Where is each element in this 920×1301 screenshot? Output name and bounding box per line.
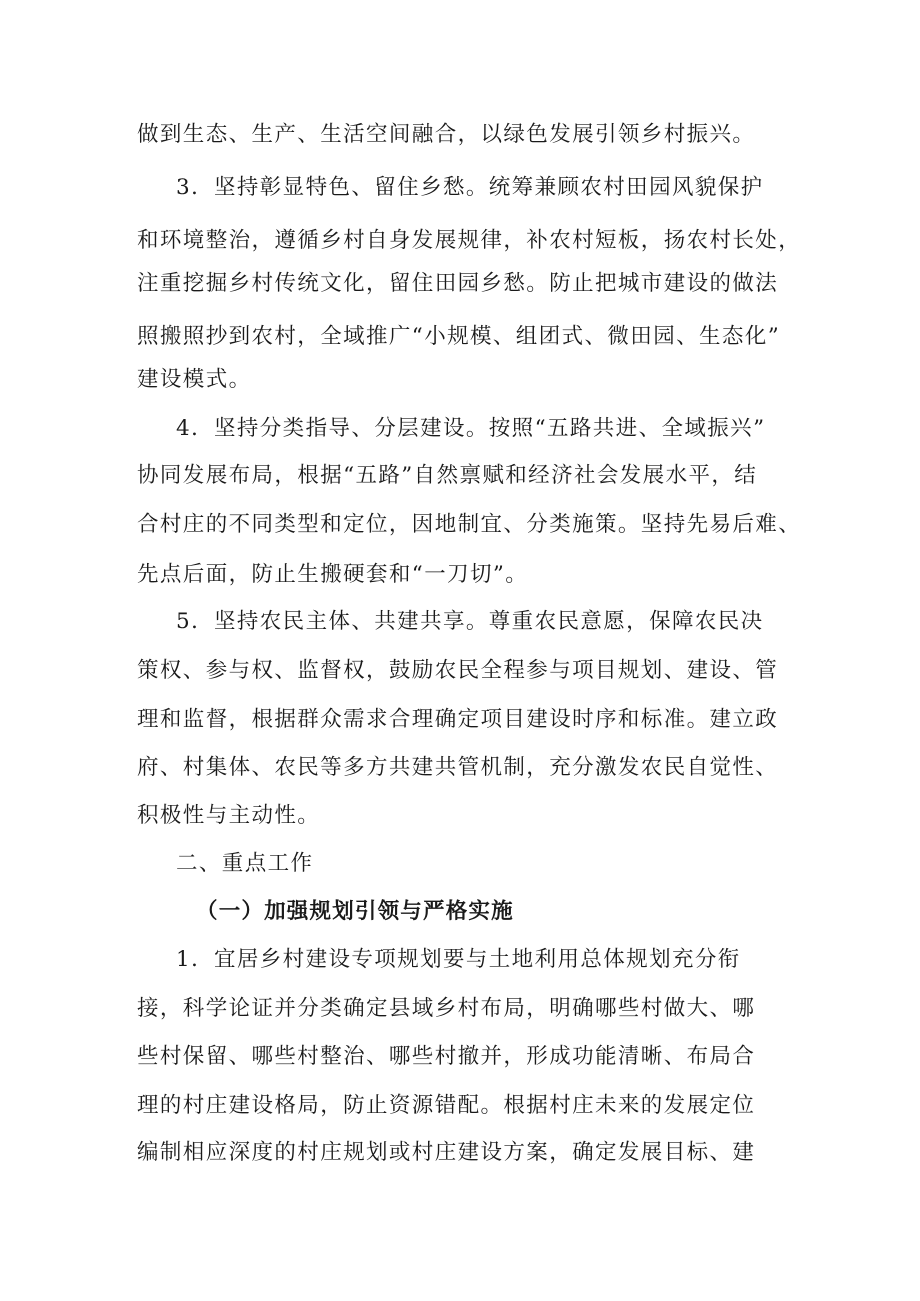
principle-5-line: 理和监督，根据群众需求合理确定项目建设时序和标准。建立政: [137, 707, 779, 732]
work-1-line: 接，科学论证并分类确定县域乡村布局，明确哪些村做大、哪: [137, 996, 756, 1021]
subsection-heading: （一）加强规划引领与严格实施: [196, 899, 514, 924]
paragraph-line: 做到生态、生产、生活空间融合，以绿色发展引领乡村振兴。: [137, 122, 756, 147]
principle-3-line: 和环境整治，遵循乡村自身发展规律，补农村短板，扬农村长处，: [137, 228, 802, 253]
principle-5-line: 府、村集体、农民等多方共建共管机制，充分激发农民自觉性、: [137, 755, 779, 780]
principle-4-line: 合村庄的不同类型和定位，因地制宜、分类施策。坚持先易后难、: [137, 512, 802, 537]
principle-3-line: 照搬照抄到农村，全域推广“小规模、组团式、微田园、生态化”: [137, 324, 781, 349]
principle-3-line: 注重挖掘乡村传统文化，留住田园乡愁。防止把城市建设的做法: [137, 271, 779, 296]
principle-5-line: 策权、参与权、监督权，鼓励农民全程参与项目规划、建设、管: [137, 658, 779, 683]
principle-3-line: 3．坚持彰显特色、留住乡愁。统筹兼顾农村田园风貌保护: [176, 175, 764, 200]
principle-5-line: 5．坚持农民主体、共建共享。尊重农民意愿，保障农民决: [176, 609, 764, 634]
work-1-line: 编制相应深度的村庄规划或村庄建设方案，确定发展目标、建: [137, 1140, 756, 1165]
principle-4-line: 4．坚持分类指导、分层建设。按照“五路共进、全域振兴”: [176, 416, 766, 441]
work-1-line: 些村保留、哪些村整治、哪些村撤并，形成功能清晰、布局合: [137, 1044, 756, 1069]
principle-3-line: 建设模式。: [137, 367, 252, 392]
work-1-line: 理的村庄建设格局，防止资源错配。根据村庄未来的发展定位: [137, 1093, 756, 1118]
work-1-line: 1．宜居乡村建设专项规划要与土地利用总体规划充分衔: [176, 947, 741, 972]
section-heading: 二、重点工作: [176, 851, 314, 876]
principle-4-line: 协同发展布局，根据“五路”自然禀赋和经济社会发展水平，结: [137, 463, 758, 488]
principle-4-line: 先点后面，防止生搬硬套和“一刀切”。: [137, 562, 529, 587]
principle-5-line: 积极性与主动性。: [137, 803, 321, 828]
